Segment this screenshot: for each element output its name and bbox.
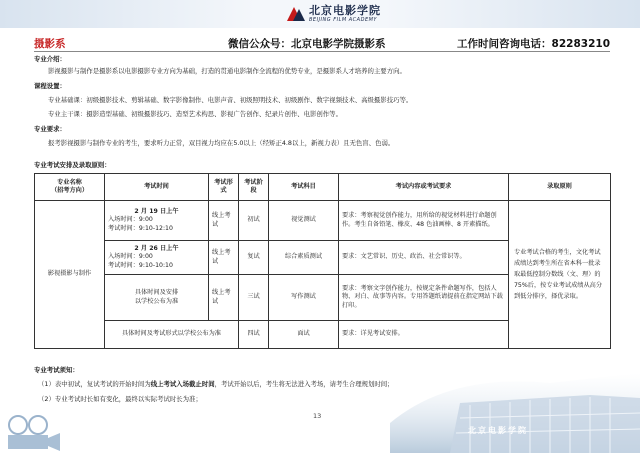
time-cell: 具体时间及考试形式以学校公布为准 (105, 321, 239, 349)
subject-cell: 综合素质测试 (269, 241, 339, 275)
footer-logo-text: 北京电影学院 (468, 426, 528, 435)
courses-heading: 课程设置： (34, 82, 66, 90)
time-cell: 2 月 19 日上午 入场时间：9:00 考试时间：9:10-12:10 (105, 201, 209, 241)
table-row (35, 201, 611, 241)
courses-main: 专业主干课：摄影造型基础、初级摄影技巧、造型艺术构思、影视广告创作、纪录片创作、电影创作等。 (48, 110, 342, 118)
logo-name-en: BEIJING FILM ACADEMY (309, 17, 377, 23)
requirements-heading: 专业要求： (34, 125, 66, 133)
campus-building-illustration (390, 343, 640, 453)
table-title: 专业考试安排及录取原则： (34, 161, 111, 169)
table-header-row (35, 174, 611, 201)
form-cell: 线上考试 (209, 241, 239, 275)
form-cell: 线上考试 (209, 275, 239, 321)
content-cell: 要求：考察文字创作能力，按规定条件命题写作，包括人物、对白、故事等内容。专用答题纸请提前在指定网站下载打印。 (339, 275, 509, 321)
subject-cell: 写作测试 (269, 275, 339, 321)
wechat-account: 微信公众号：北京电影学院摄影系 (228, 38, 386, 50)
exam-schedule-table (34, 173, 611, 349)
admission-cell: 专业考试合格的考生，文化考试成绩达到考生所在省本科一批录取最低控制分数线（文、理）的 75%后，按专业考试成绩从高分到低分排序，择优录取。 (509, 201, 611, 349)
academy-logo-icon (287, 5, 305, 23)
requirements-text: 报考影视摄影与制作专业的考生，要求听力正常，双目视力均应在5.0以上（经矫正4.8以上，新视力表）且无色盲、色弱。 (48, 139, 395, 147)
page-header (34, 36, 610, 52)
subject-cell: 视觉测试 (269, 201, 339, 241)
header-time: 考试时间 (105, 174, 209, 201)
note-2: （2）专业考试时长如有变化，最终以实际考试时长为准； (38, 395, 202, 403)
stage-cell: 四试 (239, 321, 269, 349)
page-number: 13 (313, 412, 322, 420)
department-title: 摄影系 (34, 38, 66, 50)
time-cell: 具体时间及安排 以学校公布为准 (105, 275, 209, 321)
header-subject: 考试科目 (269, 174, 339, 201)
content-cell: 要求：文艺常识、历史、政治、社会常识等。 (339, 241, 509, 275)
stage-cell: 三试 (239, 275, 269, 321)
phone-number: 工作时间咨询电话：82283210 (457, 38, 610, 50)
header-stage: 考试阶段 (239, 174, 269, 201)
stage-cell: 初试 (239, 201, 269, 241)
content-cell: 要求：考察视觉创作能力，用所给的视觉材料进行命题创作。考生自备铅笔、橡皮、48 色油画棒、8 开素描纸。 (339, 201, 509, 241)
stage-cell: 复试 (239, 241, 269, 275)
logo-name-cn: 北京电影学院 (309, 4, 381, 17)
notes-heading: 专业考试须知： (34, 366, 79, 374)
academy-logo (287, 3, 381, 25)
header-admission: 录取原则 (509, 174, 611, 201)
header-major: 专业名称 （招考方向） (35, 174, 105, 201)
note-1: （1）表中初试，复试考试的开始时间为线上考试入场截止时间，考试开始以后，考生将无法进入考场，请考生合理规划时间； (38, 380, 394, 388)
major-name-cell: 影视摄影与制作 (35, 201, 105, 349)
intro-heading: 专业介绍： (34, 55, 66, 63)
form-cell: 线上考试 (209, 201, 239, 241)
intro-text: 影视摄影与制作是摄影系以电影摄影专业方向为基础，打造的贯通电影制作全流程的优势专业，是摄影系人才培养的主要方向。 (48, 67, 406, 75)
header-divider (34, 51, 610, 52)
content-cell: 要求：详见考试安排。 (339, 321, 509, 349)
header-content: 考试内容或考试要求 (339, 174, 509, 201)
film-camera-icon (0, 403, 80, 453)
header-form: 考试形式 (209, 174, 239, 201)
time-cell: 2 月 26 日上午 入场时间：9:00 考试时间：9:10-10:10 (105, 241, 209, 275)
subject-cell: 面试 (269, 321, 339, 349)
courses-basic: 专业基础课：初级摄影技术、剪辑基础、数字影像制作、电影声音、初级照明技术、初级剧作、数字视频技术、高级摄影技巧等。 (48, 96, 413, 104)
